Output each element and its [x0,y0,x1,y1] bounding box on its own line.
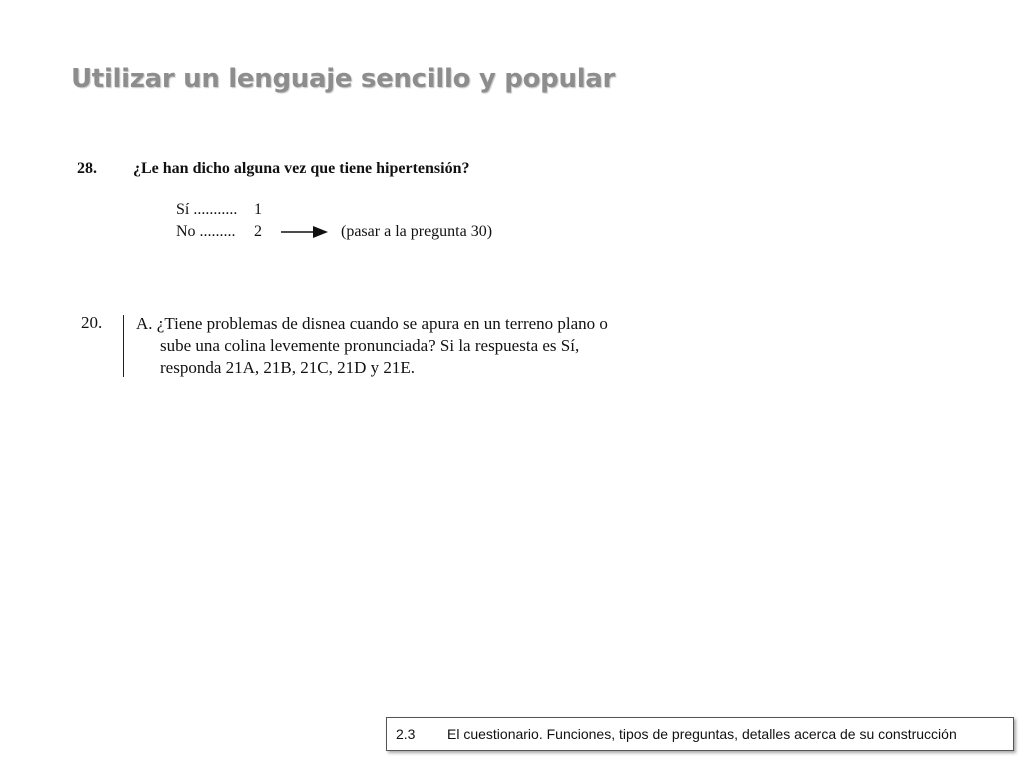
option-no-label: No ......... [176,223,236,240]
question-20-line: sube una colina levemente pronunciada? Si la respuesta es Sí, [160,336,580,355]
footer-section-number: 2.3 [396,726,416,742]
skip-instruction: (pasar a la pregunta 30) [341,223,493,240]
vertical-divider [123,315,124,377]
question-20-number: 20. [81,313,103,332]
question-20-line: responda 21A, 21B, 21C, 21D y 21E. [160,358,415,377]
option-no-code: 2 [254,223,262,240]
option-yes-code: 1 [254,201,262,218]
question-20-text [136,313,608,379]
right-arrow-icon [281,224,329,240]
footer-section-text: El cuestionario. Funciones, tipos de preguntas, detalles acerca de su construcción [447,726,957,742]
question-20-line: A. ¿Tiene problemas de disnea cuando se apura en un terreno plano o [136,314,608,333]
option-yes-label: Sí ........... [176,201,238,218]
slide-title: Utilizar un lenguaje sencillo y popular [71,64,616,94]
question-28-text: ¿Le han dicho alguna vez que tiene hipertensión? [133,160,470,177]
footer-section-box [386,717,1014,751]
question-28-number: 28. [77,160,97,177]
